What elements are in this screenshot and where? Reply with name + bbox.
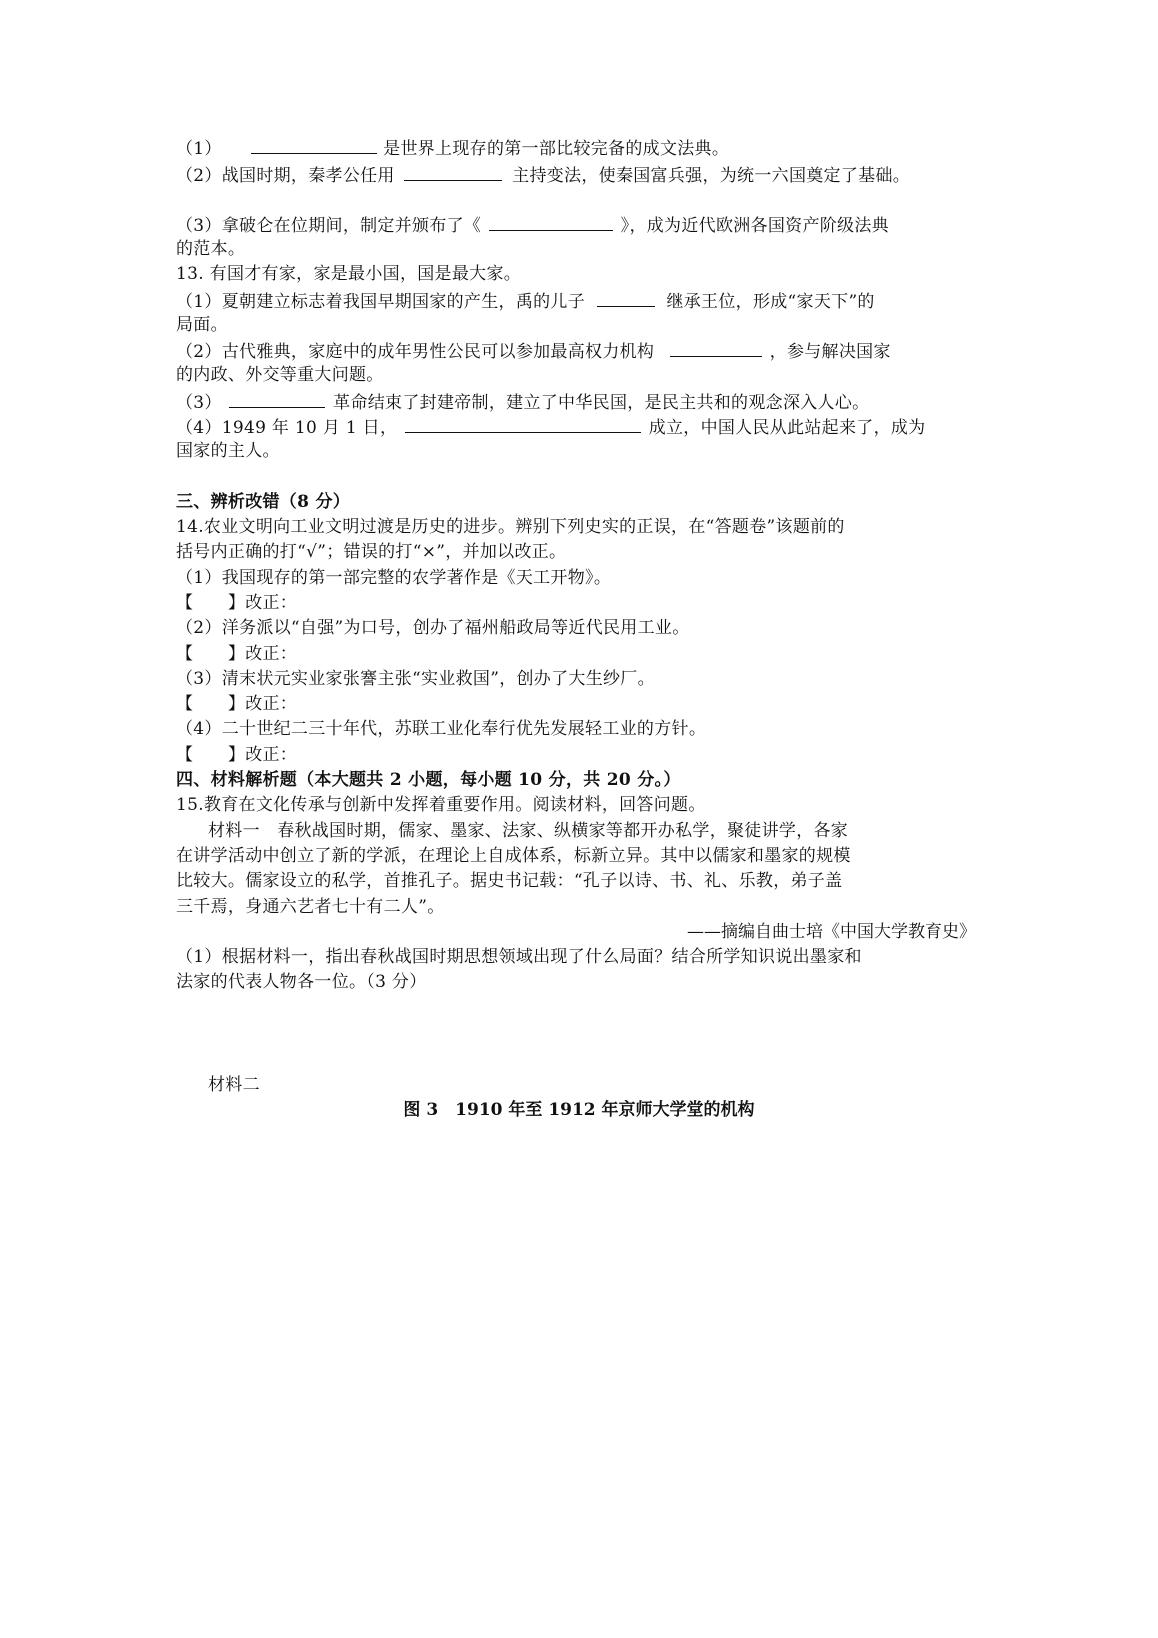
q12-item-3 bbox=[176, 213, 889, 237]
item-text: 成立，中国人民从此站起来了，成为 bbox=[648, 418, 926, 438]
material-1-source: ——摘编自曲士培《中国大学教育史》 bbox=[687, 922, 976, 942]
item-text: 革命结束了封建帝制，建立了中华民国，是民主共和的观念深入人心。 bbox=[333, 393, 870, 413]
answer-blank[interactable] bbox=[489, 213, 613, 231]
q13-item-1 bbox=[176, 289, 875, 313]
answer-blank[interactable] bbox=[251, 136, 377, 154]
answer-blank[interactable] bbox=[404, 163, 502, 181]
question-14-stem-continued: 括号内正确的打“√”；错误的打“×”，并加以改正。 bbox=[176, 542, 567, 562]
item-text: 》，成为近代欧洲各国资产阶级法典 bbox=[620, 216, 889, 236]
question-15-stem: 15.教育在文化传承与创新中发挥着重要作用。阅读材料，回答问题。 bbox=[176, 795, 706, 815]
question-15-1-continued: 法家的代表人物各一位。（3 分） bbox=[176, 972, 427, 992]
answer-blank[interactable] bbox=[405, 415, 641, 433]
item-text-continued: 的范本。 bbox=[176, 239, 246, 259]
item-text-continued: 的内政、外交等重大问题。 bbox=[176, 365, 384, 385]
material-1-text: 材料一 春秋战国时期，儒家、墨家、法家、纵横家等都开办私学，聚徒讲学，各家 bbox=[208, 821, 849, 841]
item-text: 是世界上现存的第一部比较完备的成文法典。 bbox=[383, 139, 730, 159]
item-text: （3）拿破仑在位期间，制定并颁布了《 bbox=[176, 216, 482, 236]
item-text: 继承王位，形成“家天下”的 bbox=[666, 292, 875, 312]
item-text: （3） bbox=[176, 393, 222, 413]
q14-statement-2: （2）洋务派以“自强”为口号，创办了福州船政局等近代民用工业。 bbox=[176, 618, 690, 638]
item-text: （2）古代雅典，家庭中的成年男性公民可以参加最高权力机构 bbox=[176, 342, 655, 362]
item-text-continued: 国家的主人。 bbox=[176, 441, 280, 461]
q14-correction-3[interactable]: 【 】改正： bbox=[176, 694, 298, 714]
answer-blank[interactable] bbox=[597, 289, 655, 307]
section-4-title: 四、材料解析题（本大题共 2 小题，每小题 10 分，共 20 分。） bbox=[176, 770, 681, 790]
q12-item-2 bbox=[176, 163, 910, 187]
q14-statement-3: （3）清末状元实业家张謇主张“实业救国”，创办了大生纱厂。 bbox=[176, 669, 655, 689]
item-text-continued: 局面。 bbox=[176, 315, 228, 335]
q14-correction-4[interactable]: 【 】改正： bbox=[176, 745, 298, 765]
question-14-stem: 14.农业文明向工业文明过渡是历史的进步。辨别下列史实的正误，在“答题卷”该题前的 bbox=[176, 517, 845, 537]
q13-item-2 bbox=[176, 339, 891, 363]
q12-item-1 bbox=[176, 136, 729, 160]
item-text: ，参与解决国家 bbox=[769, 342, 891, 362]
question-15-1: （1）根据材料一，指出春秋战国时期思想领域出现了什么局面？结合所学知识说出墨家和 bbox=[176, 947, 862, 967]
item-text: （2）战国时期，秦孝公任用 bbox=[176, 166, 395, 186]
item-number: （1） bbox=[176, 139, 222, 159]
material-1-text: 三千焉，身通六艺者七十有二人”。 bbox=[176, 897, 445, 917]
q14-correction-1[interactable]: 【 】改正： bbox=[176, 593, 298, 613]
item-text: （4）1949 年 10 月 1 日， bbox=[176, 418, 398, 438]
answer-blank[interactable] bbox=[229, 390, 325, 408]
q14-statement-4: （4）二十世纪二三十年代，苏联工业化奉行优先发展轻工业的方针。 bbox=[176, 719, 707, 739]
question-13-stem: 13. 有国才有家，家是最小国，国是最大家。 bbox=[176, 264, 522, 284]
q13-item-3 bbox=[176, 390, 869, 414]
material-1-text: 在讲学活动中创立了新的学派，在理论上自成体系，标新立异。其中以儒家和墨家的规模 bbox=[176, 846, 851, 866]
material-2-label: 材料二 bbox=[208, 1075, 260, 1095]
q13-item-4 bbox=[176, 415, 926, 439]
item-text: （1）夏朝建立标志着我国早期国家的产生，禹的儿子 bbox=[176, 292, 586, 312]
material-1-text: 比较大。儒家设立的私学，首推孔子。据史书记载：“孔子以诗、书、礼、乐教，弟子盖 bbox=[176, 871, 843, 891]
q14-statement-1: （1）我国现存的第一部完整的农学著作是《天工开物》。 bbox=[176, 568, 612, 588]
figure-caption: 图 3 1910 年至 1912 年京师大学堂的机构 bbox=[403, 1100, 755, 1120]
answer-blank[interactable] bbox=[670, 339, 762, 357]
item-text: 主持变法，使秦国富兵强，为统一六国奠定了基础。 bbox=[512, 166, 911, 186]
q14-correction-2[interactable]: 【 】改正： bbox=[176, 644, 298, 664]
section-3-title: 三、辨析改错（8 分） bbox=[176, 492, 351, 512]
